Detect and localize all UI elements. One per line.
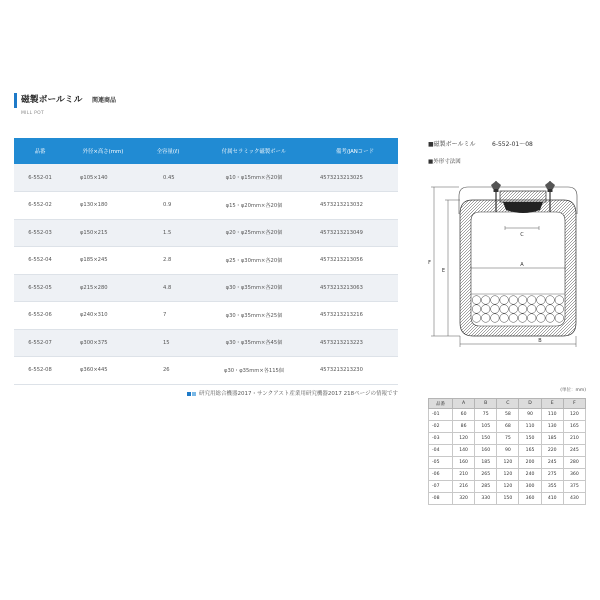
capacity-cell: 4.8 xyxy=(140,274,196,302)
dimension-value-cell: 120 xyxy=(563,409,585,421)
related-products-label: 関連商品 xyxy=(92,97,117,104)
dimension-value-cell: 185 xyxy=(541,433,563,445)
ceramic-ball xyxy=(500,296,509,305)
ceramic-ball xyxy=(518,305,527,314)
ceramic-ball xyxy=(527,296,536,305)
ceramic-ball xyxy=(481,296,490,305)
dimension-value-cell: 280 xyxy=(563,457,585,469)
ceramic-ball xyxy=(472,296,481,305)
dimension-value-cell: 105 xyxy=(475,421,497,433)
dimension-part-cell: -06 xyxy=(429,469,453,481)
dimension-value-cell: 216 xyxy=(453,481,475,493)
dimension-value-cell: 160 xyxy=(475,445,497,457)
dimension-label-b: B xyxy=(538,338,542,344)
table-row xyxy=(14,274,398,302)
dimension-value-cell: 120 xyxy=(497,469,519,481)
jan-code-cell: 4573213213216 xyxy=(312,302,398,330)
column-header-jan-code: 備考/JANコード xyxy=(312,138,398,164)
dimension-value-cell: 58 xyxy=(497,409,519,421)
size-cell: φ215×280 xyxy=(66,274,140,302)
dimension-header-row xyxy=(429,399,586,409)
footnote-text: 研究用総合機器2017・サンクアスト産業用研究機器2017 218ページの情報です xyxy=(199,391,399,397)
dimension-value-cell: 360 xyxy=(519,493,541,505)
dimension-value-cell: 210 xyxy=(563,433,585,445)
dimension-column-header: C xyxy=(497,399,519,409)
capacity-cell: 0.9 xyxy=(140,192,196,220)
drawing-title: ■外形寸法図 xyxy=(428,159,461,165)
jan-code-cell: 4573213213049 xyxy=(312,219,398,247)
unit-note: (単位：mm) xyxy=(560,388,586,393)
size-cell: φ150×215 xyxy=(66,219,140,247)
size-cell: φ105×140 xyxy=(66,164,140,192)
product-table-body xyxy=(14,164,398,384)
size-cell: φ130×180 xyxy=(66,192,140,220)
dimension-value-cell: 410 xyxy=(541,493,563,505)
dimension-value-cell: 130 xyxy=(541,421,563,433)
dimension-value-cell: 68 xyxy=(497,421,519,433)
dimension-value-cell: 75 xyxy=(497,433,519,445)
table-header-row xyxy=(14,138,398,164)
part-number-cell: 6-552-02 xyxy=(14,192,66,220)
ceramic-ball xyxy=(518,314,527,323)
ceramic-ball xyxy=(546,305,555,314)
size-cell: φ185×245 xyxy=(66,247,140,275)
part-number-cell: 6-552-01 xyxy=(14,164,66,192)
dimension-value-cell: 150 xyxy=(519,433,541,445)
ceramic-ball xyxy=(509,305,518,314)
jan-code-cell: 4573213213025 xyxy=(312,164,398,192)
dimension-table-body xyxy=(429,409,586,505)
ceramic-ball xyxy=(472,314,481,323)
ceramic-ball xyxy=(555,305,564,314)
dimension-value-cell: 245 xyxy=(541,457,563,469)
table-row xyxy=(429,469,586,481)
table-row xyxy=(14,357,398,385)
page-title: 磁製ボールミル xyxy=(21,95,83,105)
ceramic-ball xyxy=(481,305,490,314)
part-number-cell: 6-552-07 xyxy=(14,329,66,357)
dimension-part-cell: -01 xyxy=(429,409,453,421)
dimension-column-header: D xyxy=(519,399,541,409)
dimension-value-cell: 110 xyxy=(519,421,541,433)
spec-model-range: 6-552-01～08 xyxy=(492,141,533,148)
table-row xyxy=(429,481,586,493)
size-cell: φ360×445 xyxy=(66,357,140,385)
ceramic-ball xyxy=(500,314,509,323)
dimension-column-header: B xyxy=(475,399,497,409)
dimension-table xyxy=(428,398,586,505)
dimension-column-header: E xyxy=(541,399,563,409)
table-row xyxy=(14,164,398,192)
dimension-part-cell: -03 xyxy=(429,433,453,445)
dimension-value-cell: 150 xyxy=(497,493,519,505)
dimension-part-cell: -02 xyxy=(429,421,453,433)
balls-cell: φ30・φ35mm×各25個 xyxy=(196,302,312,330)
capacity-cell: 2.8 xyxy=(140,247,196,275)
dimension-value-cell: 210 xyxy=(453,469,475,481)
dimension-label-c: C xyxy=(520,232,524,238)
dimension-value-cell: 285 xyxy=(475,481,497,493)
dimension-value-cell: 355 xyxy=(541,481,563,493)
table-row xyxy=(429,421,586,433)
dimension-value-cell: 375 xyxy=(563,481,585,493)
ceramic-ball xyxy=(537,314,546,323)
column-header-capacity: 全容量(ℓ) xyxy=(140,138,196,164)
table-row xyxy=(429,433,586,445)
dimension-column-header: F xyxy=(563,399,585,409)
part-number-cell: 6-552-03 xyxy=(14,219,66,247)
dimension-part-cell: -07 xyxy=(429,481,453,493)
dimension-value-cell: 245 xyxy=(563,445,585,457)
dimension-column-header-part: 品番 xyxy=(429,399,453,409)
dimension-value-cell: 120 xyxy=(497,481,519,493)
size-cell: φ300×375 xyxy=(66,329,140,357)
dimension-diagram xyxy=(420,175,590,360)
lid xyxy=(500,191,546,202)
table-row xyxy=(429,493,586,505)
capacity-cell: 7 xyxy=(140,302,196,330)
ceramic-ball xyxy=(491,305,500,314)
dimension-value-cell: 265 xyxy=(475,469,497,481)
capacity-cell: 15 xyxy=(140,329,196,357)
dimension-line-f xyxy=(431,187,459,336)
balls-cell: φ20・φ25mm×各20個 xyxy=(196,219,312,247)
dimension-value-cell: 165 xyxy=(563,421,585,433)
jan-code-cell: 4573213213223 xyxy=(312,329,398,357)
footnote-marker-icon xyxy=(187,392,191,396)
ceramic-ball xyxy=(537,305,546,314)
ceramic-ball xyxy=(491,314,500,323)
dimension-value-cell: 90 xyxy=(497,445,519,457)
part-number-cell: 6-552-05 xyxy=(14,274,66,302)
column-header-balls: 付属セラミック磁製ボール xyxy=(196,138,312,164)
dimension-part-cell: -05 xyxy=(429,457,453,469)
dimension-value-cell: 160 xyxy=(453,457,475,469)
dimension-value-cell: 120 xyxy=(453,433,475,445)
jan-code-cell: 4573213213032 xyxy=(312,192,398,220)
part-number-cell: 6-552-08 xyxy=(14,357,66,385)
ceramic-ball xyxy=(555,314,564,323)
dimension-value-cell: 300 xyxy=(519,481,541,493)
dimension-label-a: A xyxy=(520,262,524,268)
ceramic-ball xyxy=(509,296,518,305)
column-header-part-number: 品番 xyxy=(14,138,66,164)
dimension-value-cell: 275 xyxy=(541,469,563,481)
column-header-size: 外径×高さ(mm) xyxy=(66,138,140,164)
table-row xyxy=(429,445,586,457)
balls-cell: φ30・φ35mm×各20個 xyxy=(196,274,312,302)
table-row xyxy=(14,219,398,247)
ceramic-ball xyxy=(546,314,555,323)
size-cell: φ240×310 xyxy=(66,302,140,330)
dimension-value-cell: 200 xyxy=(519,457,541,469)
dimension-value-cell: 360 xyxy=(563,469,585,481)
table-row xyxy=(429,409,586,421)
table-row xyxy=(14,329,398,357)
dimension-value-cell: 240 xyxy=(519,469,541,481)
capacity-cell: 26 xyxy=(140,357,196,385)
ceramic-ball xyxy=(555,296,564,305)
dimension-value-cell: 430 xyxy=(563,493,585,505)
part-number-cell: 6-552-04 xyxy=(14,247,66,275)
part-number-cell: 6-552-06 xyxy=(14,302,66,330)
dimension-value-cell: 75 xyxy=(475,409,497,421)
balls-cell: φ30・φ35mm×各45個 xyxy=(196,329,312,357)
ceramic-ball xyxy=(481,314,490,323)
ceramic-ball xyxy=(491,296,500,305)
dimension-value-cell: 320 xyxy=(453,493,475,505)
ceramic-ball xyxy=(500,305,509,314)
dimension-part-cell: -08 xyxy=(429,493,453,505)
dimension-line-b xyxy=(460,336,576,347)
balls-cell: φ25・φ30mm×各20個 xyxy=(196,247,312,275)
dimension-value-cell: 330 xyxy=(475,493,497,505)
title-accent-bar xyxy=(14,93,17,108)
dimension-part-cell: -04 xyxy=(429,445,453,457)
table-row xyxy=(14,247,398,275)
footnote xyxy=(187,390,398,398)
ceramic-ball xyxy=(527,305,536,314)
capacity-cell: 1.5 xyxy=(140,219,196,247)
dimension-value-cell: 185 xyxy=(475,457,497,469)
ceramic-ball xyxy=(527,314,536,323)
dimension-label-f: F xyxy=(428,260,431,266)
dimension-value-cell: 86 xyxy=(453,421,475,433)
ceramic-ball xyxy=(546,296,555,305)
dimension-value-cell: 165 xyxy=(519,445,541,457)
balls-cell: φ10・φ15mm×各20個 xyxy=(196,164,312,192)
capacity-cell: 0.45 xyxy=(140,164,196,192)
ceramic-ball xyxy=(537,296,546,305)
dimension-value-cell: 140 xyxy=(453,445,475,457)
product-table xyxy=(14,138,398,385)
jan-code-cell: 4573213213056 xyxy=(312,247,398,275)
ceramic-ball xyxy=(509,314,518,323)
table-row xyxy=(14,302,398,330)
dimension-value-cell: 150 xyxy=(475,433,497,445)
dimension-value-cell: 120 xyxy=(497,457,519,469)
dimension-value-cell: 60 xyxy=(453,409,475,421)
dimension-line-e xyxy=(445,200,460,336)
balls-cell: φ15・φ20mm×各20個 xyxy=(196,192,312,220)
jan-code-cell: 4573213213230 xyxy=(312,357,398,385)
page-subtitle: MILL POT xyxy=(21,111,45,116)
dimension-value-cell: 110 xyxy=(541,409,563,421)
spec-product-label: ■磁製ボールミル xyxy=(428,141,476,148)
footnote-marker-icon xyxy=(192,392,196,396)
dimension-value-cell: 90 xyxy=(519,409,541,421)
table-row xyxy=(429,457,586,469)
ceramic-ball xyxy=(472,305,481,314)
dimension-label-e: E xyxy=(441,268,445,274)
dimension-value-cell: 220 xyxy=(541,445,563,457)
table-row xyxy=(14,192,398,220)
dimension-column-header: A xyxy=(453,399,475,409)
jan-code-cell: 4573213213063 xyxy=(312,274,398,302)
balls-cell: φ30・φ35mm×各115個 xyxy=(196,357,312,385)
ceramic-ball xyxy=(518,296,527,305)
